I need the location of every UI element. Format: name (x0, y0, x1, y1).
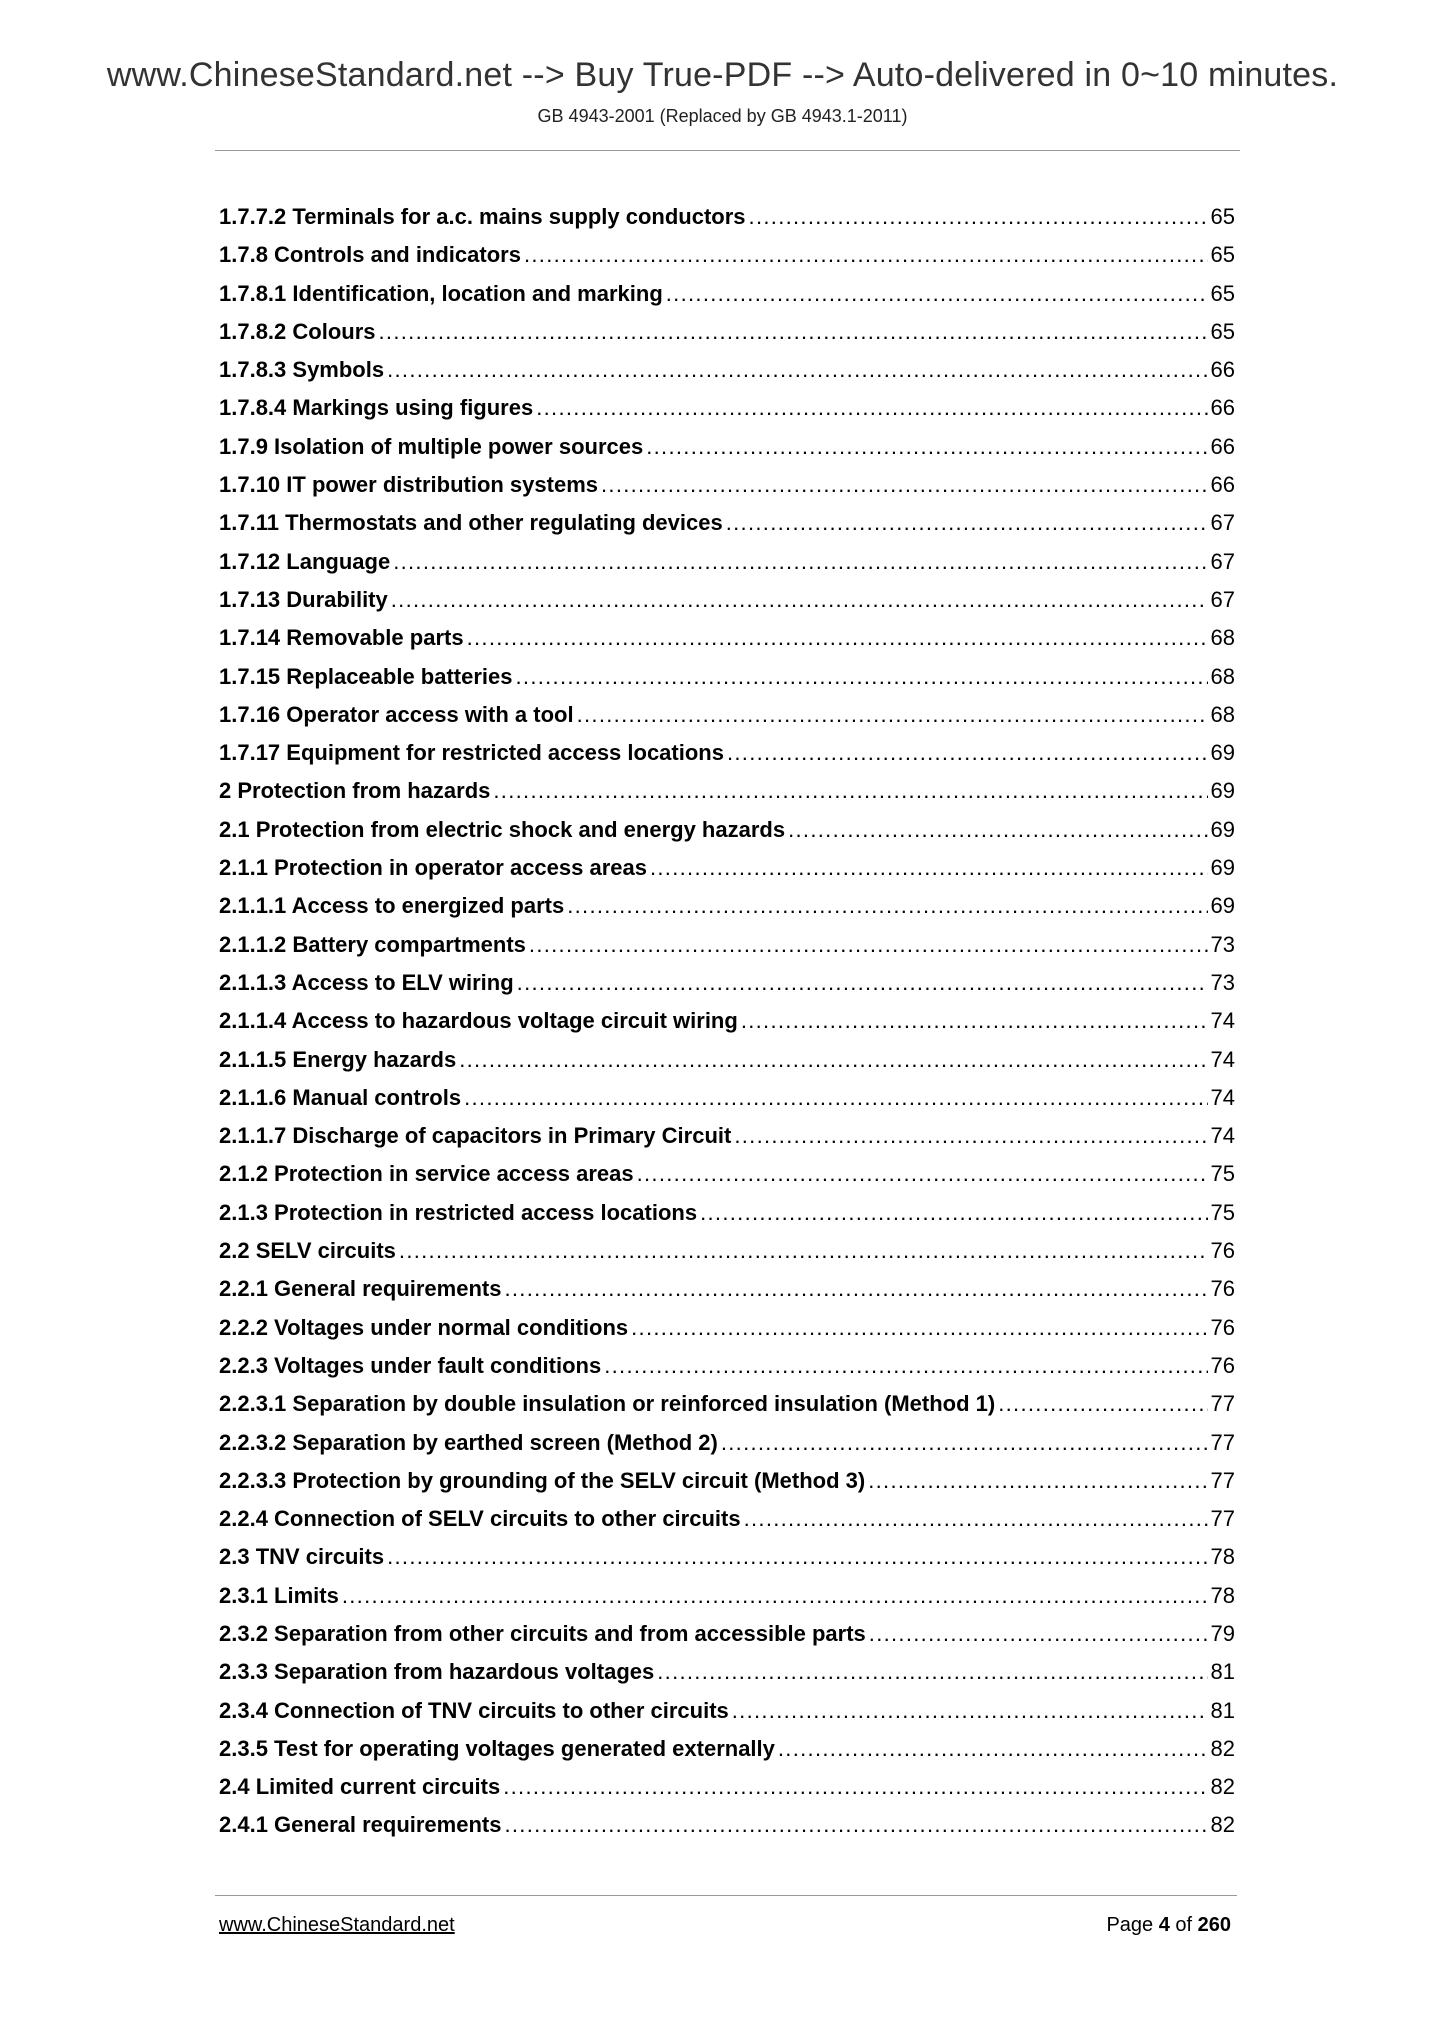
toc-dot-leader (666, 275, 1208, 313)
toc-entry[interactable] (219, 236, 1235, 274)
toc-entry[interactable] (219, 313, 1235, 351)
footer-divider (215, 1895, 1237, 1896)
toc-entry-page[interactable]: 76 (1210, 1238, 1235, 1264)
toc-entry-page[interactable]: 65 (1210, 280, 1235, 306)
toc-entry[interactable] (219, 1538, 1235, 1576)
toc-dot-leader (504, 1806, 1207, 1844)
toc-dot-leader (516, 658, 1208, 696)
toc-entry-page[interactable]: 66 (1210, 433, 1235, 459)
toc-entry[interactable] (219, 1194, 1235, 1232)
toc-dot-leader (637, 1155, 1208, 1193)
toc-dot-leader (387, 1538, 1207, 1576)
toc-entry[interactable] (219, 504, 1235, 542)
toc-entry-page[interactable]: 77 (1210, 1506, 1235, 1532)
toc-dot-leader (524, 236, 1208, 274)
toc-dot-leader (459, 1041, 1207, 1079)
page-number (1106, 1914, 1231, 1937)
toc-dot-leader (529, 926, 1208, 964)
toc-entry[interactable] (219, 1347, 1235, 1385)
toc-entry[interactable] (219, 543, 1235, 581)
toc-dot-leader (749, 198, 1208, 236)
toc-entry[interactable] (219, 1806, 1235, 1844)
toc-entry-page[interactable]: 68 (1210, 625, 1235, 651)
toc-entry[interactable] (219, 1577, 1235, 1615)
toc-entry-page[interactable]: 76 (1210, 1352, 1235, 1378)
page-of-label: of (1169, 1914, 1198, 1936)
toc-entry[interactable] (219, 1424, 1235, 1462)
toc-entry[interactable] (219, 1462, 1235, 1500)
toc-entry-page[interactable]: 66 (1210, 472, 1235, 498)
toc-entry-title[interactable]: 2.2.1 General requirements (219, 1276, 502, 1302)
toc-dot-leader (646, 428, 1207, 466)
toc-entry-title[interactable]: 1.7.10 IT power distribution systems (219, 472, 598, 498)
toc-entry-title[interactable]: 2.1.1.1 Access to energized parts (219, 893, 565, 919)
toc-entry-page[interactable]: 74 (1210, 1046, 1235, 1072)
toc-entry-page[interactable]: 73 (1210, 931, 1235, 957)
toc-entry-page[interactable]: 76 (1210, 1314, 1235, 1340)
toc-entry-page[interactable]: 81 (1210, 1659, 1235, 1685)
toc-entry-title[interactable]: 1.7.8 Controls and indicators (219, 242, 521, 268)
toc-dot-leader (567, 887, 1207, 925)
toc-entry-page[interactable]: 82 (1210, 1812, 1235, 1838)
toc-entry[interactable] (219, 1653, 1235, 1691)
toc-entry-page[interactable]: 79 (1210, 1620, 1235, 1646)
toc-dot-leader (657, 1653, 1207, 1691)
toc-entry-title[interactable]: 1.7.14 Removable parts (219, 625, 464, 651)
toc-entry-page[interactable]: 68 (1210, 663, 1235, 689)
toc-entry[interactable] (219, 696, 1235, 734)
toc-entry[interactable] (219, 1002, 1235, 1040)
toc-entry[interactable] (219, 1730, 1235, 1768)
toc-entry[interactable] (219, 1041, 1235, 1079)
toc-entry-title[interactable]: 2.1.1.3 Access to ELV wiring (219, 969, 514, 995)
toc-entry[interactable] (219, 1232, 1235, 1270)
toc-entry[interactable] (219, 619, 1235, 657)
toc-entry[interactable] (219, 1692, 1235, 1730)
toc-entry[interactable] (219, 428, 1235, 466)
document-subtitle: GB 4943-2001 (Replaced by GB 4943.1-2011) (537, 106, 908, 126)
toc-entry-page[interactable]: 77 (1210, 1429, 1235, 1455)
toc-entry[interactable] (219, 887, 1235, 925)
toc-entry[interactable] (219, 1079, 1235, 1117)
toc-entry-page[interactable]: 65 (1210, 204, 1235, 229)
toc-entry[interactable] (219, 581, 1235, 619)
toc-entry-page[interactable]: 67 (1210, 586, 1235, 612)
table-of-contents (219, 198, 1235, 1845)
toc-entry-title[interactable]: 1.7.15 Replaceable batteries (219, 663, 513, 689)
toc-entry-page[interactable]: 73 (1210, 969, 1235, 995)
toc-entry-page[interactable]: 82 (1210, 1735, 1235, 1761)
toc-dot-leader (467, 619, 1208, 657)
current-page: 4 (1158, 1914, 1170, 1936)
toc-dot-leader (998, 1385, 1207, 1423)
toc-entry-page[interactable]: 69 (1210, 778, 1235, 804)
toc-entry-page[interactable]: 66 (1210, 395, 1235, 421)
toc-entry[interactable] (219, 466, 1235, 504)
toc-entry-page[interactable]: 77 (1210, 1467, 1235, 1493)
toc-entry-title[interactable]: 2.1.1.6 Manual controls (219, 1084, 462, 1110)
toc-dot-leader (601, 466, 1208, 504)
toc-dot-leader (604, 1347, 1207, 1385)
toc-entry-title[interactable]: 2 Protection from hazards (219, 778, 491, 804)
toc-entry[interactable] (219, 1309, 1235, 1347)
toc-entry-page[interactable]: 75 (1210, 1199, 1235, 1225)
top-banner[interactable]: www.ChineseStandard.net --> Buy True-PDF --> Auto-delivered in 0~10 minutes. (106, 56, 1339, 94)
toc-entry-page[interactable]: 65 (1210, 242, 1235, 268)
toc-entry-title[interactable]: 2.4 Limited current circuits (219, 1774, 501, 1800)
toc-entry-page[interactable]: 78 (1210, 1544, 1235, 1570)
toc-entry[interactable] (219, 772, 1235, 810)
toc-dot-leader (741, 1002, 1208, 1040)
toc-entry-title[interactable]: 1.7.12 Language (219, 548, 391, 574)
toc-entry-title[interactable]: 2.1.1 Protection in operator access areas (219, 855, 647, 881)
toc-entry[interactable] (219, 811, 1235, 849)
toc-dot-leader (727, 734, 1208, 772)
toc-entry[interactable] (219, 1270, 1235, 1308)
toc-dot-leader (503, 1768, 1207, 1806)
toc-dot-leader (536, 389, 1207, 427)
toc-entry-title[interactable]: 1.7.8.2 Colours (219, 318, 376, 344)
toc-entry-page[interactable]: 74 (1210, 1084, 1235, 1110)
toc-dot-leader (869, 1615, 1208, 1653)
toc-entry-page[interactable]: 78 (1210, 1582, 1235, 1608)
toc-entry-title[interactable]: 1.7.17 Equipment for restricted access locations (219, 740, 724, 766)
toc-dot-leader (732, 1692, 1208, 1730)
toc-entry-title[interactable]: 1.7.7.2 Terminals for a.c. mains supply conductors (219, 204, 746, 229)
toc-entry-title[interactable]: 2.3.3 Separation from hazardous voltages (219, 1659, 655, 1685)
toc-entry[interactable] (219, 1155, 1235, 1193)
toc-entry-page[interactable]: 67 (1210, 548, 1235, 574)
toc-dot-leader (342, 1577, 1208, 1615)
toc-entry-title[interactable]: 2.1.1.2 Battery compartments (219, 931, 526, 957)
toc-entry-title[interactable]: 2.3.2 Separation from other circuits and from accessible parts (219, 1620, 866, 1646)
toc-entry-title[interactable]: 1.7.16 Operator access with a tool (219, 701, 574, 727)
toc-entry[interactable] (219, 1500, 1235, 1538)
toc-dot-leader (379, 313, 1208, 351)
toc-entry-title[interactable]: 2.1.1.7 Discharge of capacitors in Primary Circuit (219, 1123, 732, 1149)
toc-entry-page[interactable]: 77 (1210, 1391, 1235, 1417)
toc-entry[interactable] (219, 1615, 1235, 1653)
toc-entry-title[interactable]: 2.3 TNV circuits (219, 1544, 385, 1570)
toc-entry-page[interactable]: 69 (1210, 816, 1235, 842)
toc-entry-title[interactable]: 2.3.1 Limits (219, 1582, 339, 1608)
toc-entry-title[interactable]: 2.1.1.4 Access to hazardous voltage circuit wiring (219, 1008, 738, 1034)
toc-entry-title[interactable]: 2.2.3.1 Separation by double insulation or reinforced insulation (Method 1) (219, 1391, 996, 1417)
toc-dot-leader (393, 543, 1207, 581)
toc-entry-title[interactable]: 2.1.1.5 Energy hazards (219, 1046, 457, 1072)
toc-entry-title[interactable]: 1.7.9 Isolation of multiple power sources (219, 433, 644, 459)
toc-entry-page[interactable]: 68 (1210, 701, 1235, 727)
total-pages: 260 (1197, 1914, 1231, 1936)
toc-dot-leader (778, 1730, 1208, 1768)
toc-entry-page[interactable]: 66 (1210, 357, 1235, 383)
toc-dot-leader (577, 696, 1208, 734)
toc-dot-leader (721, 1424, 1208, 1462)
toc-entry-title[interactable]: 2.2.4 Connection of SELV circuits to other circuits (219, 1506, 741, 1532)
toc-dot-leader (464, 1079, 1207, 1117)
toc-entry[interactable] (219, 389, 1235, 427)
toc-dot-leader (399, 1232, 1208, 1270)
page-label: Page (1106, 1914, 1159, 1936)
toc-entry[interactable] (219, 849, 1235, 887)
toc-dot-leader (650, 849, 1208, 887)
toc-dot-leader (387, 351, 1207, 389)
toc-entry-page[interactable]: 75 (1210, 1161, 1235, 1187)
toc-entry-title[interactable]: 2.1 Protection from electric shock and energy hazards (219, 816, 786, 842)
toc-entry-title[interactable]: 2.2.3.3 Protection by grounding of the SELV circuit (Method 3) (219, 1467, 866, 1493)
toc-entry-page[interactable]: 81 (1210, 1697, 1235, 1723)
toc-entry-page[interactable]: 82 (1210, 1774, 1235, 1800)
toc-entry[interactable] (219, 926, 1235, 964)
footer-website-link[interactable]: www.ChineseStandard.net (219, 1914, 455, 1936)
toc-dot-leader (493, 772, 1207, 810)
toc-entry-page[interactable]: 76 (1210, 1276, 1235, 1302)
toc-entry-title[interactable]: 1.7.8.4 Markings using figures (219, 395, 534, 421)
toc-entry-page[interactable]: 74 (1210, 1008, 1235, 1034)
toc-entry-title[interactable]: 2.2.2 Voltages under normal conditions (219, 1314, 629, 1340)
toc-entry-title[interactable]: 1.7.8.1 Identification, location and marking (219, 280, 663, 306)
toc-entry-page[interactable]: 69 (1210, 893, 1235, 919)
toc-entry-title[interactable]: 2.2 SELV circuits (219, 1238, 396, 1264)
toc-entry[interactable] (219, 964, 1235, 1002)
toc-dot-leader (744, 1500, 1208, 1538)
toc-entry-title[interactable]: 2.1.3 Protection in restricted access locations (219, 1199, 698, 1225)
toc-entry-page[interactable]: 69 (1210, 740, 1235, 766)
toc-entry-title[interactable]: 2.3.5 Test for operating voltages generated externally (219, 1735, 775, 1761)
toc-entry-title[interactable]: 2.2.3.2 Separation by earthed screen (Method 2) (219, 1429, 718, 1455)
toc-dot-leader (631, 1309, 1207, 1347)
toc-entry[interactable] (219, 734, 1235, 772)
toc-dot-leader (391, 581, 1208, 619)
toc-dot-leader (788, 811, 1207, 849)
toc-entry[interactable] (219, 275, 1235, 313)
toc-dot-leader (517, 964, 1208, 1002)
toc-entry-title[interactable]: 1.7.11 Thermostats and other regulating devices (219, 510, 723, 536)
toc-entry-page[interactable]: 65 (1210, 318, 1235, 344)
toc-entry-title[interactable]: 2.3.4 Connection of TNV circuits to other circuits (219, 1697, 729, 1723)
toc-entry-page[interactable]: 67 (1210, 510, 1235, 536)
toc-dot-leader (734, 1117, 1207, 1155)
toc-entry[interactable] (219, 1385, 1235, 1423)
toc-entry-title[interactable]: 1.7.8.3 Symbols (219, 357, 385, 383)
toc-dot-leader (504, 1270, 1207, 1308)
toc-entry[interactable] (219, 1768, 1235, 1806)
toc-dot-leader (726, 504, 1208, 542)
toc-entry[interactable] (219, 658, 1235, 696)
toc-entry-title[interactable]: 1.7.13 Durability (219, 586, 388, 612)
toc-entry[interactable] (219, 1117, 1235, 1155)
header-divider (215, 150, 1240, 151)
toc-entry[interactable] (219, 198, 1235, 236)
toc-entry-page[interactable]: 69 (1210, 855, 1235, 881)
toc-entry-title[interactable]: 2.1.2 Protection in service access areas (219, 1161, 634, 1187)
toc-entry-page[interactable]: 74 (1210, 1123, 1235, 1149)
toc-dot-leader (700, 1194, 1207, 1232)
toc-entry-title[interactable]: 2.2.3 Voltages under fault conditions (219, 1352, 602, 1378)
toc-entry[interactable] (219, 351, 1235, 389)
toc-dot-leader (868, 1462, 1207, 1500)
toc-entry-title[interactable]: 2.4.1 General requirements (219, 1812, 502, 1838)
